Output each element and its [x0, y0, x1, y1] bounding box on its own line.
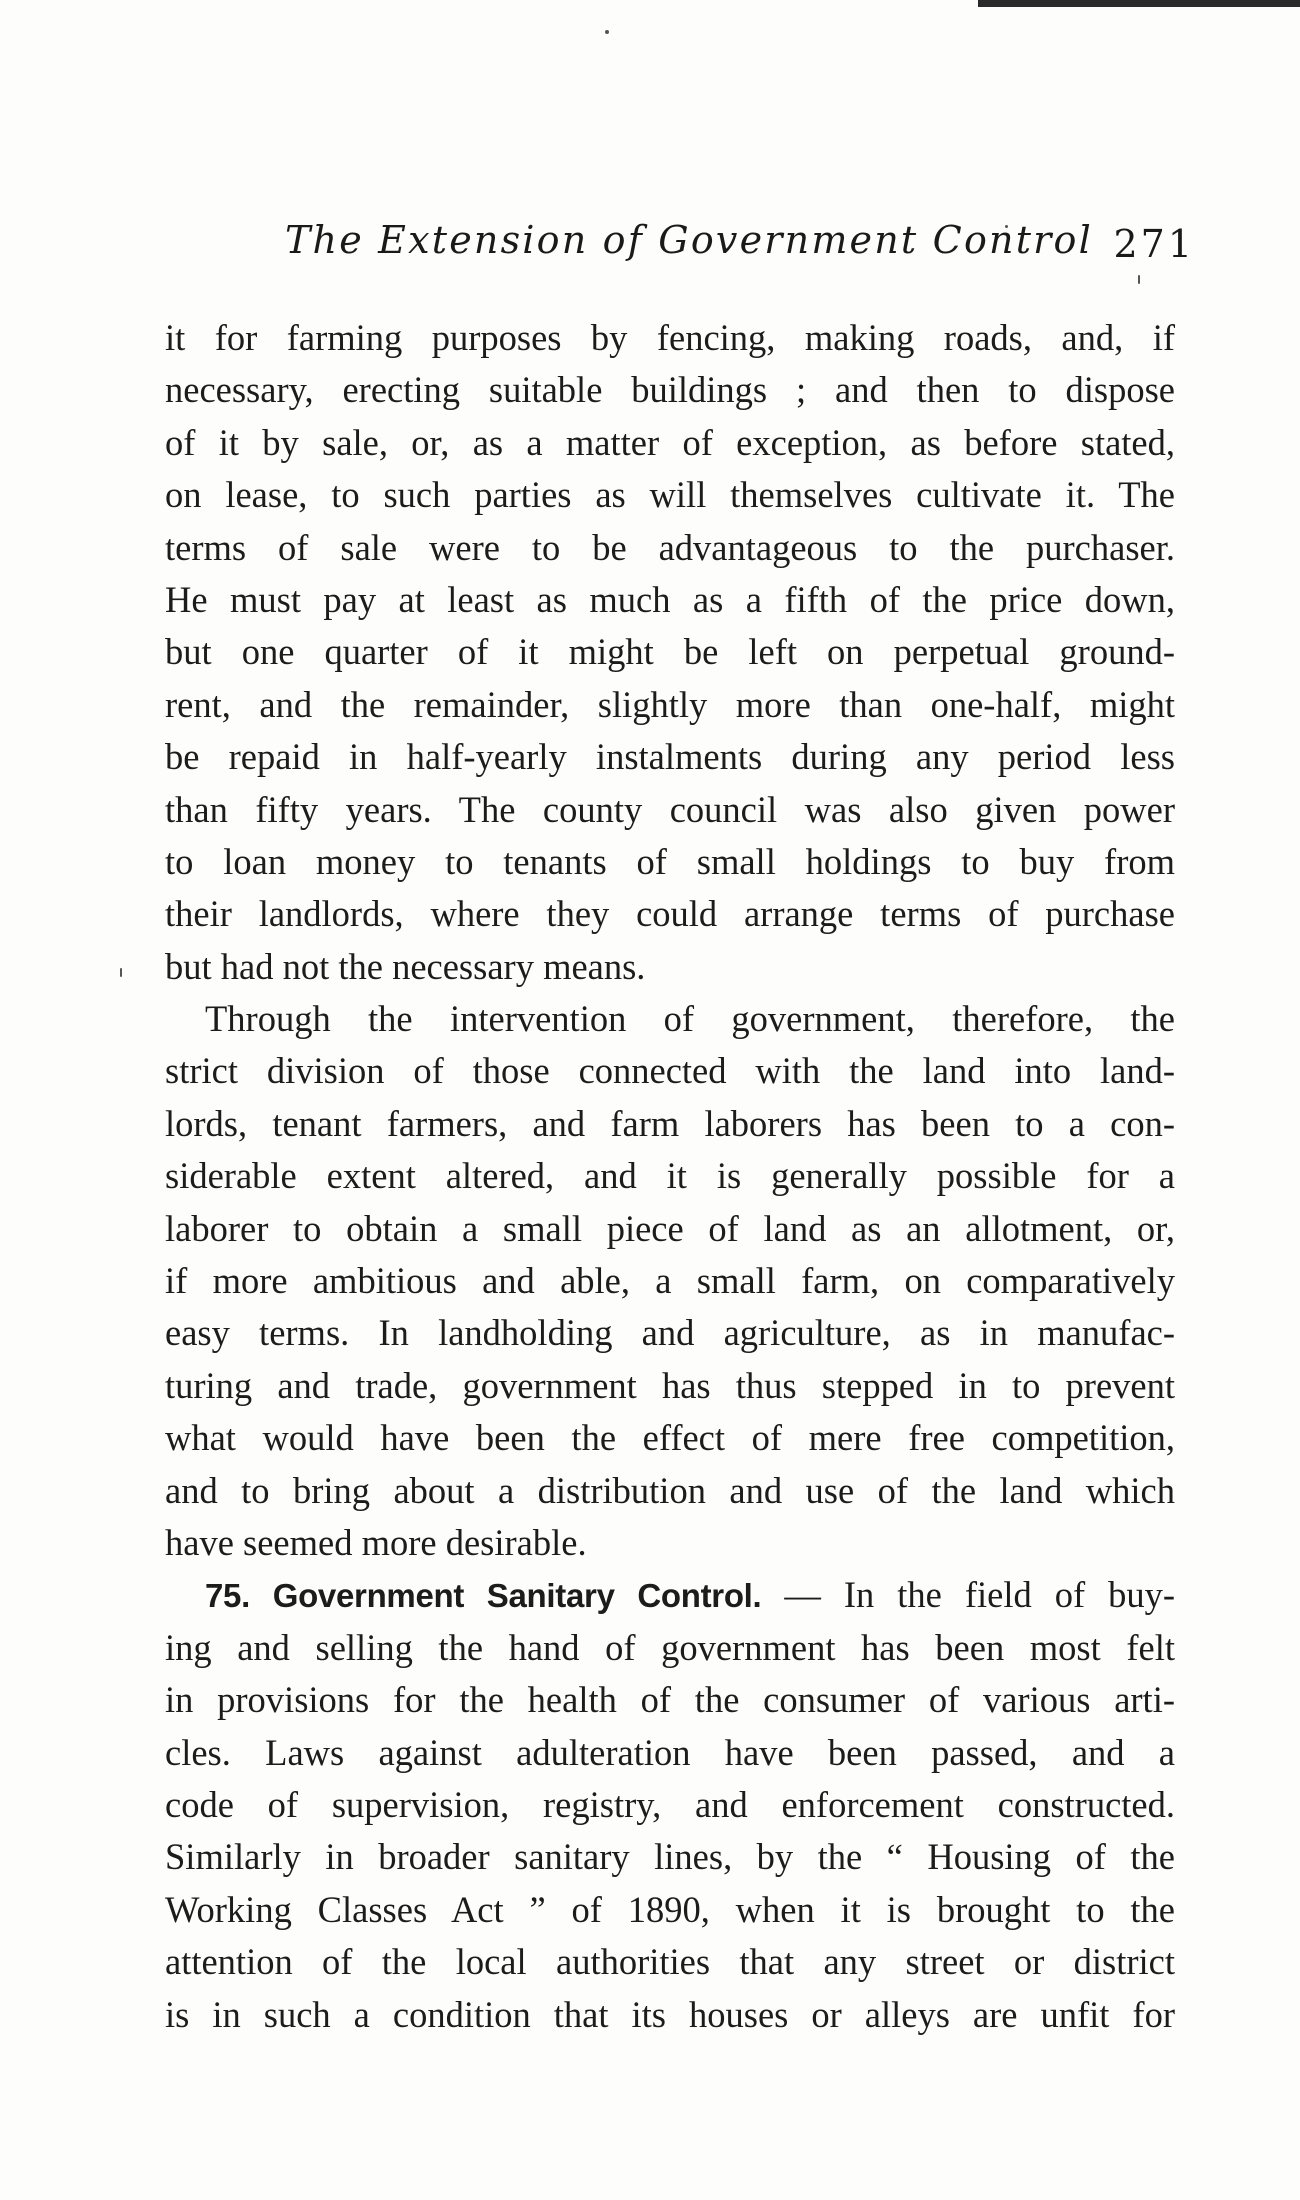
print-speck [120, 968, 122, 977]
text-line: be repaid in half-yearly instalments during any period less [165, 736, 1175, 778]
text-line [165, 1569, 1175, 1621]
page-number: 271 [1113, 222, 1195, 266]
text-line: easy terms. In landholding and agriculture, as in manufac- [165, 1312, 1175, 1354]
text-line: code of supervision, registry, and enforcement constructed. [165, 1783, 1175, 1825]
top-edge-rule [978, 0, 1300, 7]
text-line: is in such a condition that its houses or alleys are unfit for [165, 1993, 1175, 2035]
paragraph-small-holdings [165, 312, 1175, 993]
running-title: The Extension of Government Control [285, 218, 1093, 262]
text-line: Working Classes Act ” of 1890, when it is brought to the [165, 1888, 1175, 1930]
text-line: but had not the necessary means. [165, 945, 646, 987]
text-line: but one quarter of it might be left on perpetual ground- [165, 631, 1175, 673]
text-line: it for farming purposes by fencing, making roads, and, if [165, 317, 1175, 358]
text-line: lords, tenant farmers, and farm laborers has been to a con- [165, 1102, 1175, 1144]
text-line: turing and trade, government has thus stepped in to prevent [165, 1364, 1175, 1406]
text-line: He must pay at least as much as a fifth of the price down, [165, 578, 1175, 620]
text-line: have seemed more desirable. [165, 1521, 587, 1563]
body-text [165, 312, 1175, 2041]
text-line: laborer to obtain a small piece of land as an allotment, or, [165, 1207, 1175, 1249]
text-line: to loan money to tenants of small holdings to buy from [165, 840, 1175, 882]
paragraph-sanitary-control [165, 1569, 1175, 2041]
text-line: strict division of those connected with the land into land- [165, 1050, 1175, 1092]
text-line: cles. Laws against adulteration have been passed, and a [165, 1731, 1175, 1773]
text-line: their landlords, where they could arrange terms of purchase [165, 893, 1175, 935]
text-line: in provisions for the health of the consumer of various arti- [165, 1679, 1175, 1721]
section-heading: 75. Government Sanitary Control. [205, 1577, 762, 1615]
paragraph-intervention [165, 993, 1175, 1569]
text-line: of it by sale, or, as a matter of exception, as before stated, [165, 421, 1175, 463]
text-line: and to bring about a distribution and use of the land which [165, 1469, 1175, 1511]
text-line: Through the intervention of government, therefore, the [205, 998, 1175, 1040]
print-speck [605, 30, 609, 34]
text-line: on lease, to such parties as will themselves cultivate it. The [165, 474, 1175, 516]
text-line: ing and selling the hand of government has been most felt [165, 1626, 1175, 1668]
text-line: than fifty years. The county council was also given power [165, 788, 1175, 830]
text-line: necessary, erecting suitable buildings ; and then to dispose [165, 369, 1175, 411]
running-head [165, 218, 1225, 278]
text-line: what would have been the effect of mere free competition, [165, 1417, 1175, 1459]
text-line: rent, and the remainder, slightly more than one-half, might [165, 683, 1175, 725]
text-line: siderable extent altered, and it is generally possible for a [165, 1155, 1175, 1197]
text-line: attention of the local authorities that any street or district [165, 1941, 1175, 1983]
text-line: terms of sale were to be advantageous to the purchaser. [165, 526, 1175, 568]
text-line: if more ambitious and able, a small farm, on comparatively [165, 1260, 1175, 1302]
text-line: Similarly in broader sanitary lines, by the “ Housing of the [165, 1836, 1175, 1878]
section-heading-continuation: — In the field of buy- [761, 1574, 1175, 1616]
